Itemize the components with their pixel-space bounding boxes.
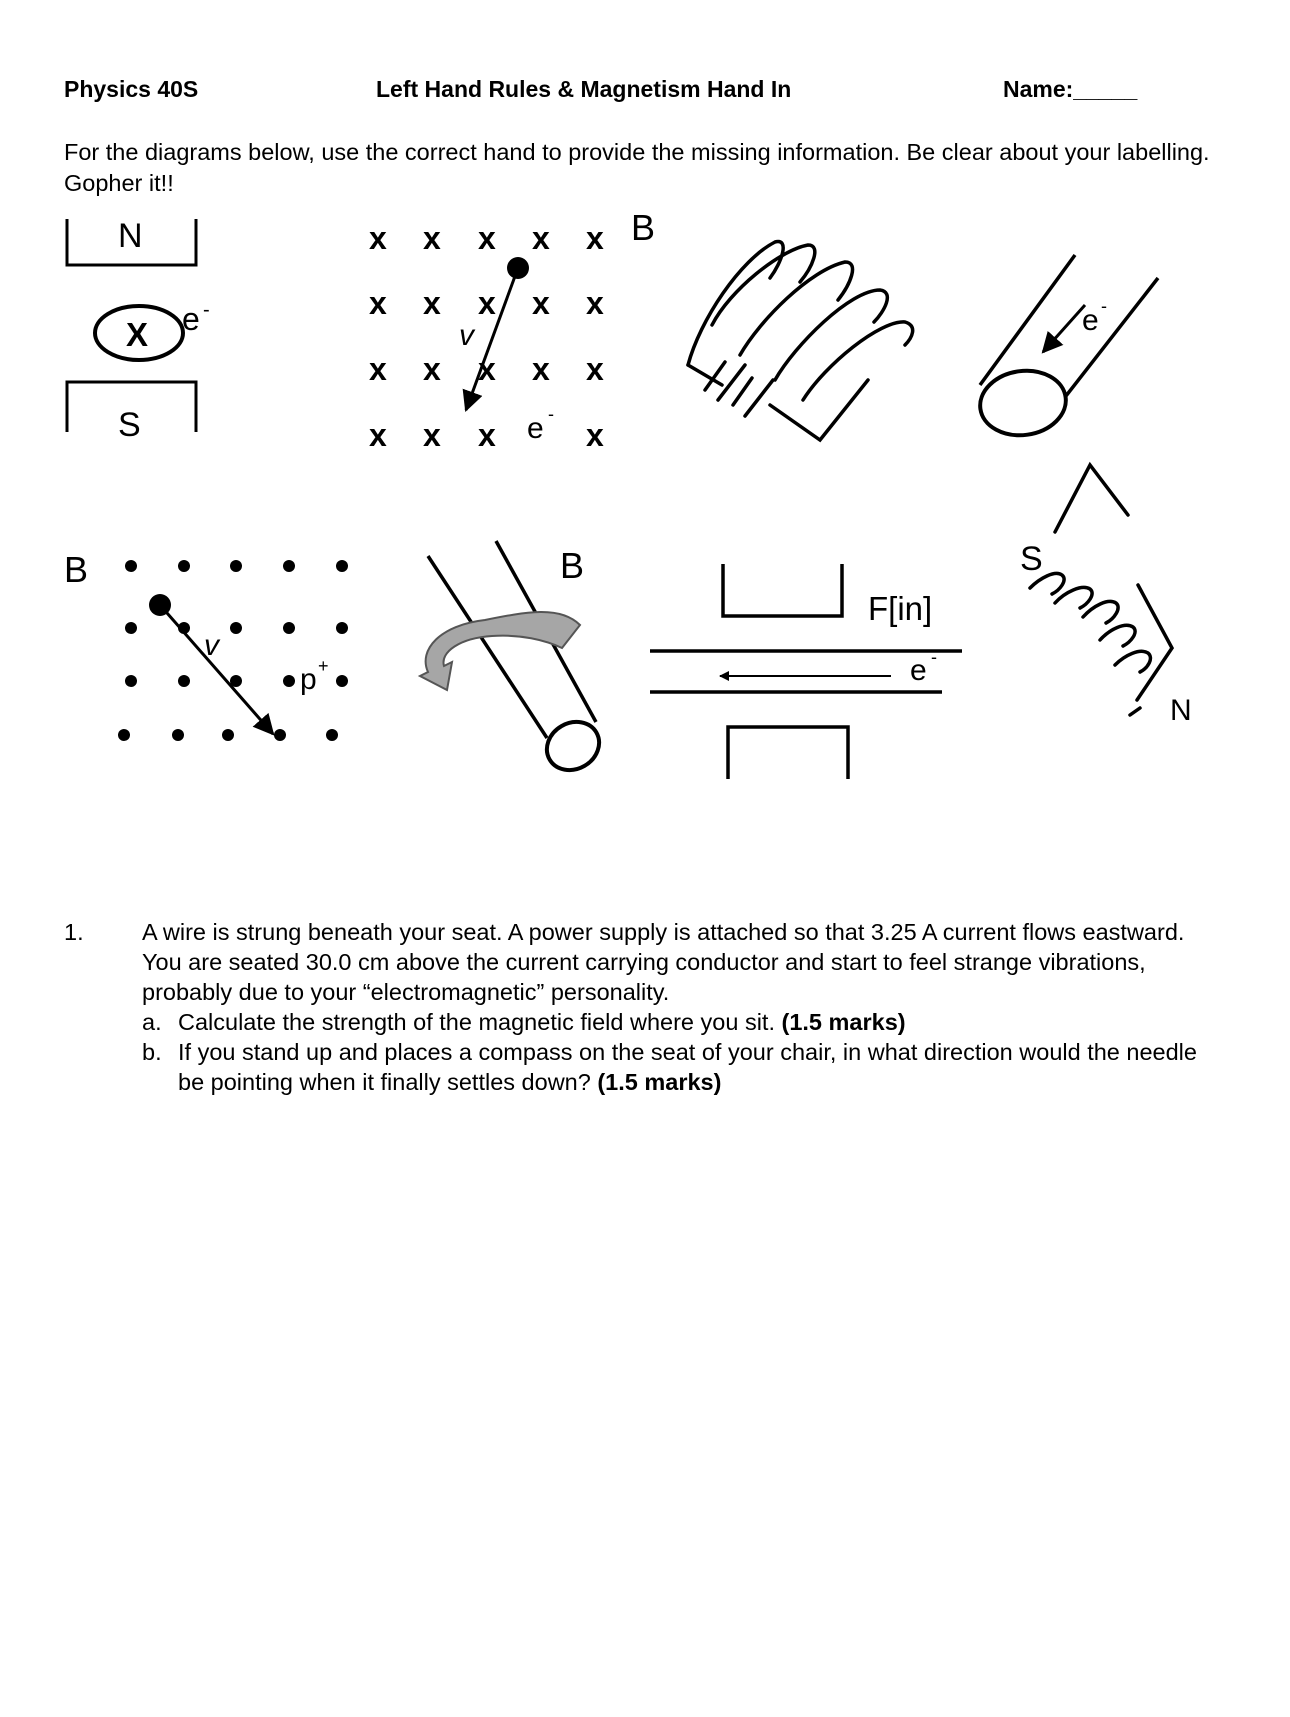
field-dot bbox=[125, 560, 137, 572]
north-label: N bbox=[1170, 694, 1192, 727]
electron-label: e bbox=[527, 412, 544, 445]
field-dot bbox=[118, 729, 130, 741]
coil-loop bbox=[740, 262, 853, 355]
velocity-label: v bbox=[204, 629, 219, 662]
cross-symbol: x bbox=[369, 351, 387, 387]
field-dot bbox=[222, 729, 234, 741]
field-label-b: B bbox=[560, 545, 585, 586]
field-dot bbox=[125, 622, 137, 634]
diagram-magnet-wire bbox=[67, 217, 210, 444]
wire-end bbox=[976, 365, 1070, 440]
cross-symbol: x bbox=[423, 220, 441, 256]
battery-plate bbox=[733, 378, 752, 405]
instructions: For the diagrams below, use the correct hand to provide the missing information. Be clear about your labelling. Gopher it!! bbox=[64, 139, 1210, 196]
velocity-arrow bbox=[160, 605, 273, 734]
field-label-b: B bbox=[631, 207, 656, 248]
field-dot bbox=[283, 560, 295, 572]
upper-magnet bbox=[723, 564, 842, 616]
diagram-solenoid-battery bbox=[688, 242, 913, 440]
cross-symbol: x bbox=[586, 417, 604, 453]
field-dot bbox=[230, 622, 242, 634]
electron-label: e bbox=[1082, 304, 1099, 337]
proton-dot bbox=[149, 594, 171, 616]
field-dot bbox=[178, 675, 190, 687]
electron-charge: - bbox=[548, 404, 554, 424]
field-dot bbox=[336, 675, 348, 687]
south-label: S bbox=[118, 406, 141, 444]
into-page-symbol: X bbox=[126, 316, 149, 353]
lead-wire bbox=[770, 380, 868, 440]
north-label: N bbox=[118, 217, 143, 255]
field-dot bbox=[336, 560, 348, 572]
field-dot bbox=[230, 560, 242, 572]
part-a-text: Calculate the strength of the magnetic field where you sit. bbox=[178, 1009, 775, 1035]
south-label: S bbox=[1020, 540, 1043, 578]
cross-symbol: x bbox=[532, 351, 550, 387]
force-label: F[in] bbox=[868, 590, 933, 627]
question-number: 1. bbox=[64, 919, 84, 945]
course-title: Physics 40S bbox=[64, 76, 199, 102]
cross-symbol: x bbox=[532, 220, 550, 256]
field-dot bbox=[172, 729, 184, 741]
part-a-label: a. bbox=[142, 1009, 162, 1035]
field-dot bbox=[283, 675, 295, 687]
diagram-force-in bbox=[650, 564, 962, 779]
cross-field-grid bbox=[369, 220, 604, 453]
proton-label: p bbox=[300, 663, 317, 696]
cross-symbol: x bbox=[369, 417, 387, 453]
electron-label: e bbox=[910, 654, 927, 687]
lower-magnet bbox=[728, 727, 848, 779]
field-dot bbox=[283, 622, 295, 634]
electron-charge: - bbox=[203, 299, 210, 321]
part-b-text: If you stand up and places a compass on the seat of your chair, in what direction would the needle be pointing when it finally settles down? bbox=[178, 1039, 1197, 1095]
diagram-dot-field bbox=[64, 549, 348, 741]
diagram-cross-field bbox=[369, 207, 655, 453]
field-dot bbox=[178, 560, 190, 572]
field-dot bbox=[274, 729, 286, 741]
cross-symbol: x bbox=[586, 220, 604, 256]
question-text: A wire is strung beneath your seat. A power supply is attached so that 3.25 A current flows eastward. You are seated 30.0 cm above the current carrying conductor and start to feel strange vibrations, probably due to your “electromagnetic” personality. bbox=[142, 919, 1185, 1005]
electron-flow-arrow bbox=[1043, 305, 1085, 352]
field-dot bbox=[336, 622, 348, 634]
electron-dot bbox=[507, 257, 529, 279]
part-b bbox=[142, 1037, 1222, 1097]
cross-symbol: x bbox=[478, 351, 496, 387]
proton-charge: + bbox=[318, 656, 329, 676]
field-dot bbox=[326, 729, 338, 741]
name-field-label: Name:_____ bbox=[1003, 76, 1138, 102]
part-a-marks: (1.5 marks) bbox=[781, 1009, 906, 1035]
electron-label: e bbox=[182, 301, 200, 337]
wire-end bbox=[538, 713, 608, 780]
cross-symbol: x bbox=[478, 220, 496, 256]
coil-loop bbox=[688, 242, 783, 365]
field-dot bbox=[125, 675, 137, 687]
cross-symbol: x bbox=[532, 285, 550, 321]
diagram-coil-poles bbox=[1020, 465, 1192, 727]
diagram-wire-field bbox=[420, 541, 608, 779]
part-b-label: b. bbox=[142, 1039, 162, 1065]
worksheet-title: Left Hand Rules & Magnetism Hand In bbox=[376, 76, 792, 102]
cross-symbol: x bbox=[369, 285, 387, 321]
battery-plate bbox=[745, 380, 773, 416]
cross-symbol: x bbox=[423, 417, 441, 453]
cross-symbol: x bbox=[478, 417, 496, 453]
cross-symbol: x bbox=[586, 285, 604, 321]
electron-charge: - bbox=[1101, 296, 1107, 316]
cross-symbol: x bbox=[369, 220, 387, 256]
cross-symbol: x bbox=[478, 285, 496, 321]
part-b-marks: (1.5 marks) bbox=[597, 1069, 722, 1095]
coil-loop bbox=[803, 322, 913, 400]
cross-symbol: x bbox=[423, 285, 441, 321]
electron-charge: - bbox=[931, 647, 937, 667]
cross-symbol: x bbox=[586, 351, 604, 387]
field-label-b: B bbox=[64, 549, 89, 590]
diagram-wire-electron bbox=[976, 255, 1158, 441]
dot-field-grid bbox=[118, 560, 348, 741]
velocity-label: v bbox=[459, 319, 474, 352]
cross-symbol: x bbox=[423, 351, 441, 387]
part-a bbox=[142, 1007, 1222, 1037]
